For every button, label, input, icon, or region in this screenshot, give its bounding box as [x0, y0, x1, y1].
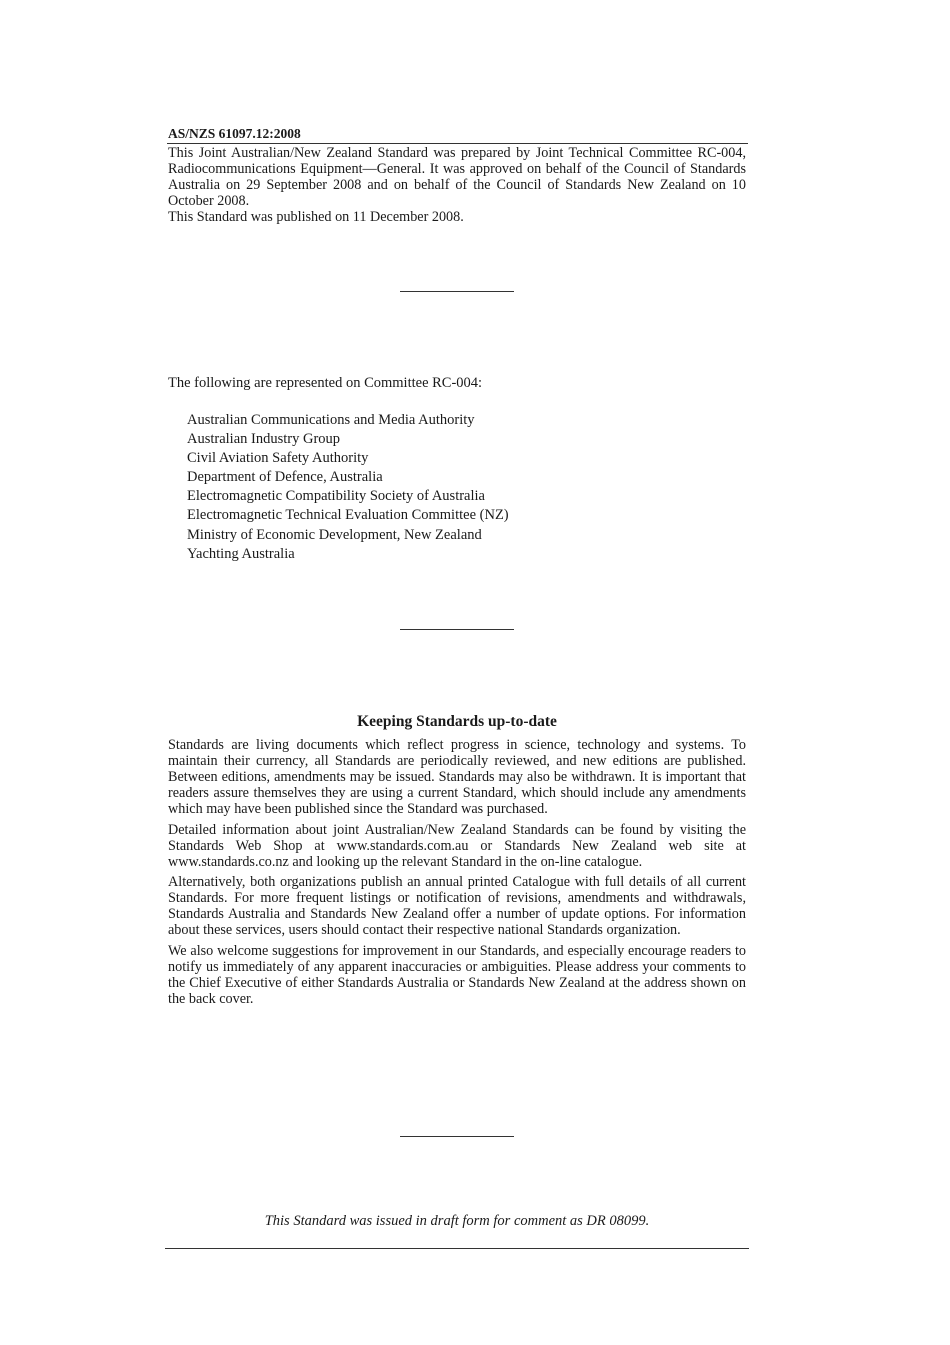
- section-separator: [400, 629, 514, 630]
- body-paragraph: We also welcome suggestions for improvement in our Standards, and especially encourage readers to notify us immediately of any apparent inaccuracies or ambiguities. Please address your comments to the Chief Executive of either Standards Australia or Standards New Zealand at the address shown on the back cover.: [168, 942, 746, 1007]
- keeping-standards-body: [168, 737, 746, 1011]
- publication-date-paragraph: This Standard was published on 11 December 2008.: [168, 209, 464, 225]
- committee-intro: The following are represented on Committee RC-004:: [168, 375, 483, 391]
- list-item: Australian Industry Group: [187, 431, 341, 448]
- list-item: Yachting Australia: [187, 545, 295, 562]
- body-paragraph: Alternatively, both organizations publish an annual printed Catalogue with full details of all current Standards. For more frequent listings or notification of revisions, amendments and withdrawals, Standards Australia and Standards New Zealand offer a number of update options. For information about these services, users should contact their respective national Standards organization.: [168, 874, 746, 938]
- preamble-paragraph: This Joint Australian/New Zealand Standard was prepared by Joint Technical Committee RC-004, Radiocommunications Equipment—General. It was approved on behalf of the Council of Standards Australia on 29 September 2008 and on behalf of the Council of Standards New Zealand on 10 October 2008.: [168, 145, 746, 209]
- section-separator: [400, 291, 514, 292]
- list-item: Australian Communications and Media Authority: [187, 412, 475, 428]
- preamble: [168, 145, 746, 225]
- section-separator: [400, 1136, 514, 1137]
- footer-rule: [165, 1248, 749, 1249]
- list-item: Civil Aviation Safety Authority: [187, 450, 369, 467]
- committee-member-list: [187, 411, 509, 564]
- body-paragraph: Standards are living documents which reflect progress in science, technology and systems. To maintain their currency, all Standards are periodically reviewed, and new editions are published. Between editions, amendments may be issued. Standards may also be withdrawn. It is important that readers assure themselves they are using a current Standard, which should include any amendments which may have been published since the Standard was purchased.: [168, 737, 746, 817]
- list-item: Department of Defence, Australia: [187, 469, 383, 486]
- list-item: Ministry of Economic Development, New Zealand: [187, 526, 482, 543]
- list-item: Electromagnetic Technical Evaluation Committee (NZ): [187, 507, 509, 524]
- draft-note: This Standard was issued in draft form for comment as DR 08099.: [264, 1213, 650, 1229]
- header-rule: [167, 143, 748, 144]
- body-paragraph: Detailed information about joint Australian/New Zealand Standards can be found by visiting the Standards Web Shop at www.standards.com.au or Standards New Zealand web site at www.standards.co.nz and looking up the relevant Standard in the on-line catalogue.: [168, 821, 746, 870]
- section-heading: Keeping Standards up-to-date: [357, 713, 557, 730]
- document-id: AS/NZS 61097.12:2008: [168, 126, 301, 141]
- list-item: Electromagnetic Compatibility Society of Australia: [187, 488, 485, 505]
